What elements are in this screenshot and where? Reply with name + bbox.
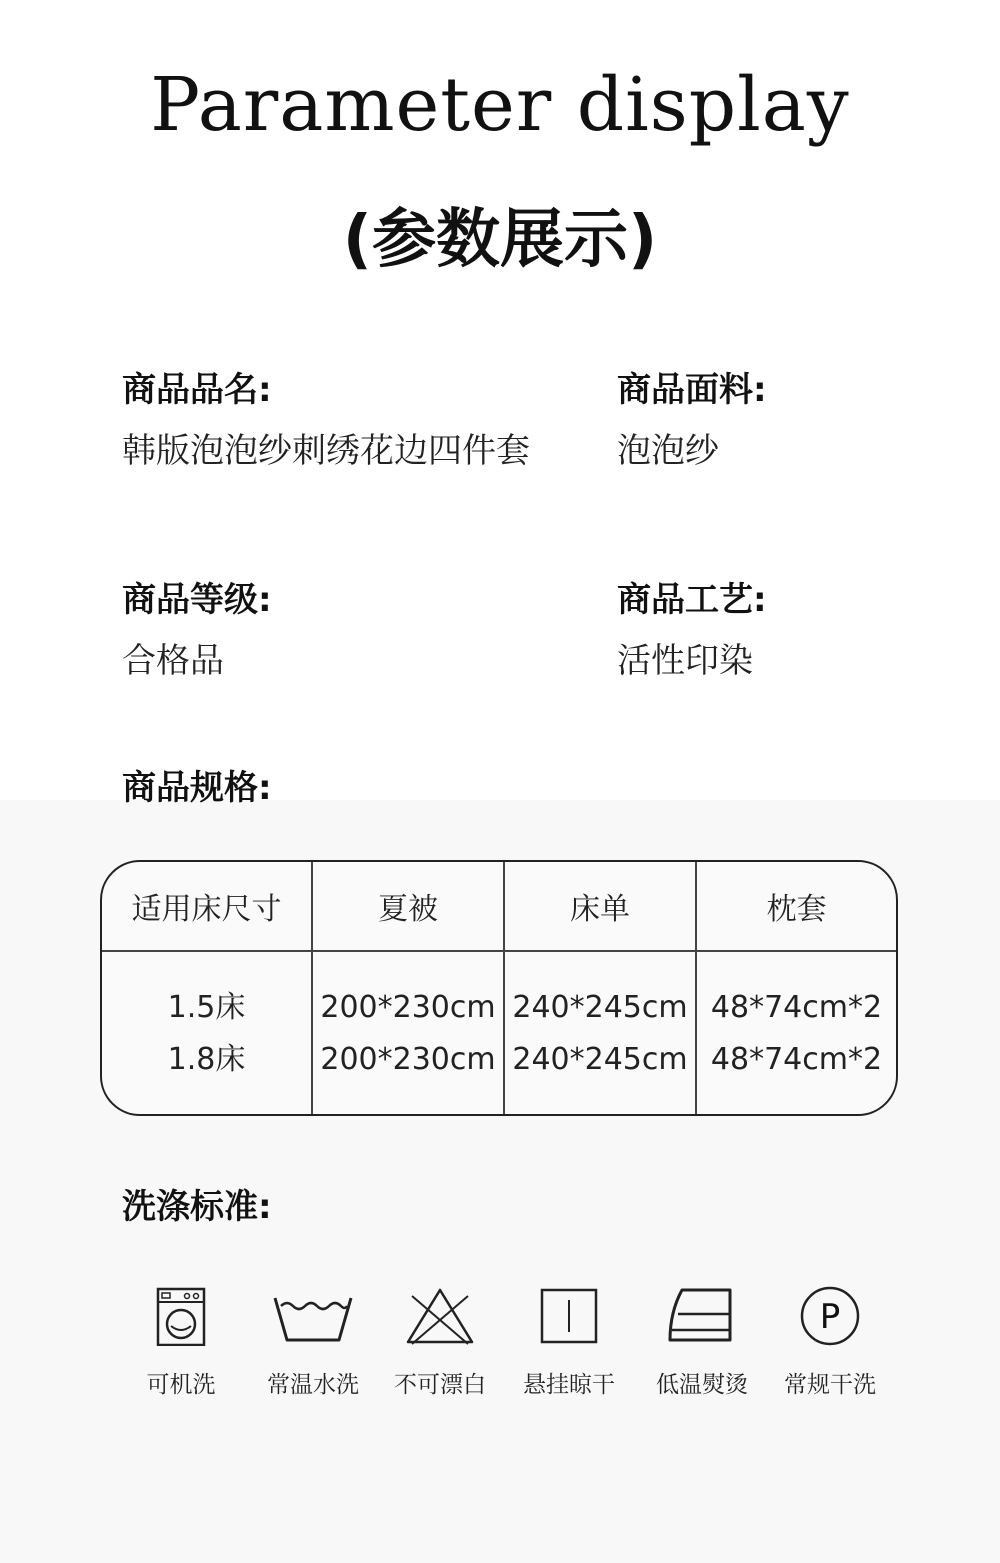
wash-item-iron <box>642 1286 762 1399</box>
product-grade-value: 合格品 <box>122 641 224 681</box>
spec-value: 200*230cm <box>320 1042 496 1077</box>
product-craft-value: 活性印染 <box>617 641 753 681</box>
wash-item-hang-dry <box>509 1286 629 1399</box>
wash-caption: 不可漂白 <box>394 1372 486 1398</box>
spec-value: 1.5床 <box>167 990 246 1025</box>
product-name-label: 商品品名: <box>122 370 272 410</box>
spec-label: 商品规格: <box>122 768 272 808</box>
hang-dry-icon <box>529 1286 609 1346</box>
product-fabric-label: 商品面料: <box>617 370 767 410</box>
spec-header-quilt: 夏被 <box>312 862 504 951</box>
wash-caption: 悬挂晾干 <box>523 1372 615 1398</box>
wash-caption: 常规干洗 <box>784 1372 876 1398</box>
spec-header-row <box>102 862 896 951</box>
wash-item-basin <box>253 1286 373 1399</box>
spec-cell-pillowcase <box>696 951 896 1114</box>
product-grade-field <box>122 578 272 683</box>
spec-cell-sheet <box>504 951 696 1114</box>
product-craft-field <box>617 578 767 683</box>
spec-cell-bed-size <box>102 951 312 1114</box>
spec-table <box>100 860 898 1116</box>
wash-item-no-bleach <box>380 1286 500 1399</box>
spec-cell-quilt <box>312 951 504 1114</box>
spec-header-pillowcase: 枕套 <box>696 862 896 951</box>
wash-caption: 常温水洗 <box>267 1372 359 1398</box>
page-title-zh: (参数展示) <box>342 203 658 277</box>
wash-item-dry-clean <box>770 1286 890 1399</box>
product-fabric-value: 泡泡纱 <box>617 431 719 471</box>
wash-label: 洗涤标准: <box>122 1187 272 1227</box>
dry-clean-p-icon <box>790 1286 870 1346</box>
spec-value: 240*245cm <box>512 990 688 1025</box>
spec-value: 200*230cm <box>320 990 496 1025</box>
product-fabric-field <box>617 368 767 473</box>
spec-data-row <box>102 951 896 1114</box>
wash-caption: 低温熨烫 <box>656 1372 748 1398</box>
wash-basin-icon <box>273 1286 353 1346</box>
product-name-value: 韩版泡泡纱刺绣花边四件套 <box>122 431 530 471</box>
spec-header-sheet: 床单 <box>504 862 696 951</box>
spec-value: 48*74cm*2 <box>710 990 883 1025</box>
no-bleach-icon <box>400 1286 480 1346</box>
svg-text:P: P <box>819 1297 841 1337</box>
spec-value: 1.8床 <box>167 1042 246 1077</box>
product-name-field <box>122 368 530 473</box>
wash-item-machine <box>121 1286 241 1399</box>
product-grade-label: 商品等级: <box>122 580 272 620</box>
page-title-en: Parameter display <box>150 62 850 148</box>
product-craft-label: 商品工艺: <box>617 580 767 620</box>
spec-value: 240*245cm <box>512 1042 688 1077</box>
wash-caption: 可机洗 <box>146 1372 216 1398</box>
spec-header-bed-size: 适用床尺寸 <box>102 862 312 951</box>
iron-icon <box>662 1286 742 1346</box>
washing-machine-icon <box>141 1286 221 1346</box>
spec-value: 48*74cm*2 <box>710 1042 883 1077</box>
